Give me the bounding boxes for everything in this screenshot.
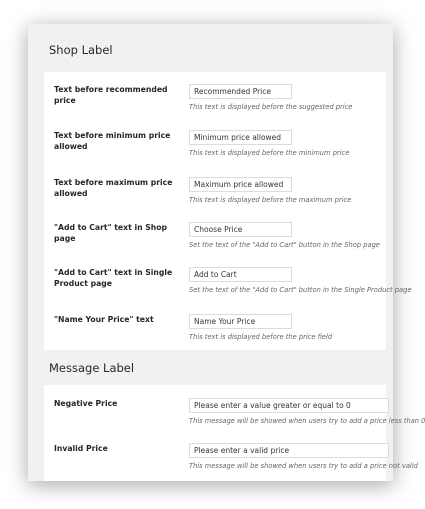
setting-description: This message will be showed when users try to add a price not valid bbox=[189, 462, 418, 470]
setting-label: Text before minimum price allowed bbox=[54, 131, 171, 151]
setting-row-maximum-price bbox=[44, 177, 386, 217]
setting-description: This text is displayed before the maximum price bbox=[189, 196, 352, 204]
setting-label: Text before recommended price bbox=[54, 85, 168, 105]
setting-description: This message will be showed when users try to add a price less than 0 bbox=[189, 417, 425, 425]
setting-label: Text before maximum price allowed bbox=[54, 178, 173, 198]
setting-description: This text is displayed before the minimum price bbox=[189, 149, 350, 157]
setting-description: This text is displayed before the suggested price bbox=[189, 103, 353, 111]
maximum-price-text-input[interactable]: Maximum price allowed bbox=[189, 177, 292, 192]
shop-label-card bbox=[44, 72, 412, 350]
negative-price-message-input[interactable]: Please enter a value greater or equal to 0 bbox=[189, 398, 389, 413]
setting-row-recommended-price bbox=[44, 84, 386, 124]
setting-label: "Add to Cart" text in Single Product page bbox=[54, 268, 173, 288]
setting-label: Negative Price bbox=[54, 399, 118, 408]
setting-description: Set the text of the "Add to Cart" button in the Single Product page bbox=[189, 286, 412, 294]
setting-row-add-to-cart-shop bbox=[44, 222, 386, 262]
setting-row-negative-price bbox=[44, 398, 425, 438]
setting-description: Set the text of the "Add to Cart" button in the Shop page bbox=[189, 241, 380, 249]
recommended-price-text-input[interactable]: Recommended Price bbox=[189, 84, 292, 99]
message-label-card bbox=[44, 385, 425, 481]
name-your-price-text-input[interactable]: Name Your Price bbox=[189, 314, 292, 329]
invalid-price-message-input[interactable]: Please enter a valid price bbox=[189, 443, 389, 458]
setting-row-name-your-price bbox=[44, 314, 386, 354]
setting-label: "Add to Cart" text in Shop page bbox=[54, 223, 168, 243]
settings-panel bbox=[28, 24, 425, 481]
add-to-cart-single-text-input[interactable]: Add to Cart bbox=[189, 267, 292, 282]
setting-label: "Name Your Price" text bbox=[54, 315, 154, 324]
setting-row-invalid-price bbox=[44, 443, 418, 483]
setting-row-minimum-price bbox=[44, 130, 386, 170]
add-to-cart-shop-text-input[interactable]: Choose Price bbox=[189, 222, 292, 237]
shop-label-heading: Shop Label bbox=[49, 43, 113, 57]
setting-label: Invalid Price bbox=[54, 444, 108, 453]
minimum-price-text-input[interactable]: Minimum price allowed bbox=[189, 130, 292, 145]
setting-description: This text is displayed before the price field bbox=[189, 333, 333, 341]
setting-row-add-to-cart-single bbox=[44, 267, 412, 307]
message-label-heading: Message Label bbox=[49, 361, 135, 375]
